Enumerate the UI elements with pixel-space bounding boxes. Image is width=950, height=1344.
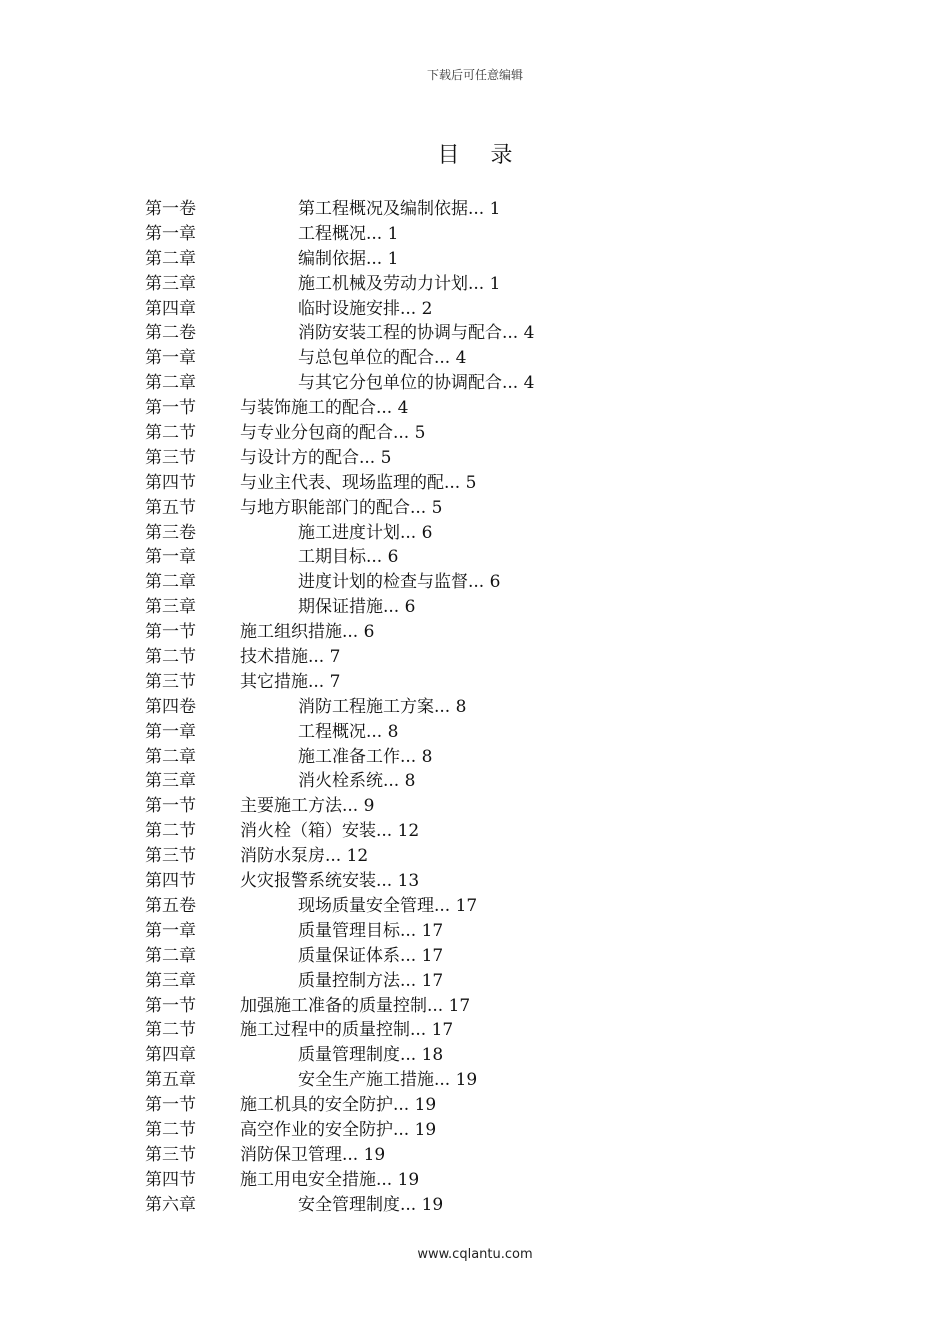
toc-entry-text[interactable]: 与专业分包商的配合... 5 xyxy=(240,423,426,444)
toc-entry-label: 第三节 xyxy=(145,671,196,692)
toc-entry-label: 第四节 xyxy=(145,871,196,892)
toc-entry-text[interactable]: 消火栓（箱）安装... 12 xyxy=(240,821,420,842)
toc-entry[interactable] xyxy=(145,421,845,446)
toc-entry-text[interactable]: 期保证措施... 6 xyxy=(298,597,416,618)
toc-entry-text[interactable]: 工程概况... 8 xyxy=(298,721,399,742)
toc-entry-label: 第四节 xyxy=(145,1169,196,1190)
toc-entry-label: 第一节 xyxy=(145,1095,196,1116)
toc-entry[interactable] xyxy=(145,346,845,371)
toc-entry-text[interactable]: 消防水泵房... 12 xyxy=(240,846,369,867)
toc-entry[interactable] xyxy=(145,247,845,272)
toc-entry-text[interactable]: 质量管理制度... 18 xyxy=(298,1045,444,1066)
toc-entry[interactable] xyxy=(145,471,845,496)
toc-entry-label: 第二章 xyxy=(145,572,196,593)
toc-entry[interactable] xyxy=(145,1043,845,1068)
toc-entry-text[interactable]: 质量管理目标... 17 xyxy=(298,920,444,941)
toc-entry-label: 第四卷 xyxy=(145,696,196,717)
toc-entry[interactable] xyxy=(145,695,845,720)
toc-entry-text[interactable]: 施工准备工作... 8 xyxy=(298,746,433,767)
toc-entry[interactable] xyxy=(145,1018,845,1043)
toc-entry-label: 第四章 xyxy=(145,298,196,319)
toc-entry-text[interactable]: 与设计方的配合... 5 xyxy=(240,447,392,468)
toc-entry-text[interactable]: 临时设施安排... 2 xyxy=(298,298,433,319)
toc-entry-label: 第二节 xyxy=(145,423,196,444)
toc-entry-label: 第五卷 xyxy=(145,895,196,916)
toc-entry-label: 第三节 xyxy=(145,1144,196,1165)
toc-entry[interactable] xyxy=(145,670,845,695)
toc-entry-label: 第一节 xyxy=(145,995,196,1016)
toc-entry[interactable] xyxy=(145,769,845,794)
toc-entry[interactable] xyxy=(145,446,845,471)
toc-entry-label: 第四节 xyxy=(145,472,196,493)
toc-entry-text[interactable]: 与其它分包单位的协调配合... 4 xyxy=(298,373,535,394)
toc-entry-label: 第一章 xyxy=(145,920,196,941)
toc-entry[interactable] xyxy=(145,396,845,421)
toc-entry-text[interactable]: 消防工程施工方案... 8 xyxy=(298,696,467,717)
toc-entry[interactable] xyxy=(145,620,845,645)
toc-entry-text[interactable]: 施工机械及劳动力计划... 1 xyxy=(298,273,501,294)
toc-entry-label: 第二节 xyxy=(145,1020,196,1041)
toc-entry-label: 第二章 xyxy=(145,373,196,394)
toc-entry-label: 第二节 xyxy=(145,647,196,668)
toc-entry[interactable] xyxy=(145,297,845,322)
toc-entry-text[interactable]: 与地方职能部门的配合... 5 xyxy=(240,497,443,518)
toc-entry-text[interactable]: 消防安装工程的协调与配合... 4 xyxy=(298,323,535,344)
toc-entry-text[interactable]: 消防保卫管理... 19 xyxy=(240,1144,386,1165)
toc-entry-text[interactable]: 第工程概况及编制依据... 1 xyxy=(298,199,501,219)
toc-entry[interactable] xyxy=(145,745,845,770)
toc-entry[interactable] xyxy=(145,1093,845,1118)
toc-entry-label: 第一章 xyxy=(145,223,196,244)
toc-entry[interactable] xyxy=(145,521,845,546)
toc-entry-label: 第一节 xyxy=(145,796,196,817)
toc-entry-text[interactable]: 质量保证体系... 17 xyxy=(298,945,444,966)
toc-entry-text[interactable]: 进度计划的检查与监督... 6 xyxy=(298,572,501,593)
footer-url[interactable]: www.cqlantu.com xyxy=(417,1247,533,1262)
toc-entry-label: 第一卷 xyxy=(145,199,196,219)
toc-entry-text[interactable]: 施工机具的安全防护... 19 xyxy=(240,1095,437,1116)
toc-entry[interactable] xyxy=(145,1118,845,1143)
toc-entry[interactable] xyxy=(145,371,845,396)
toc-title: 目 录 xyxy=(437,143,525,168)
toc-entry[interactable] xyxy=(145,944,845,969)
toc-entry[interactable] xyxy=(145,545,845,570)
toc-entry-label: 第一节 xyxy=(145,398,196,419)
toc-list xyxy=(145,197,845,1218)
toc-entry[interactable] xyxy=(145,919,845,944)
toc-entry-label: 第一节 xyxy=(145,622,196,643)
toc-entry[interactable] xyxy=(145,1193,845,1218)
toc-entry-text[interactable]: 施工过程中的质量控制... 17 xyxy=(240,1020,454,1041)
toc-entry[interactable] xyxy=(145,720,845,745)
toc-entry-label: 第四章 xyxy=(145,1045,196,1066)
toc-entry-label: 第一章 xyxy=(145,348,196,369)
toc-entry-text[interactable]: 与业主代表、现场监理的配... 5 xyxy=(240,472,477,493)
toc-entry-label: 第二卷 xyxy=(145,323,196,344)
header-note: 下载后可任意编辑 xyxy=(426,68,523,82)
toc-entry-text[interactable]: 与装饰施工的配合... 4 xyxy=(240,398,409,419)
toc-entry-label: 第三卷 xyxy=(145,522,196,543)
toc-entry[interactable] xyxy=(145,570,845,595)
toc-entry-text[interactable]: 现场质量安全管理... 17 xyxy=(298,895,478,916)
toc-entry[interactable] xyxy=(145,1068,845,1093)
toc-entry-text[interactable]: 安全管理制度... 19 xyxy=(298,1194,444,1215)
toc-entry[interactable] xyxy=(145,819,845,844)
toc-entry[interactable] xyxy=(145,1143,845,1168)
toc-entry[interactable] xyxy=(145,595,845,620)
toc-entry-text[interactable]: 加强施工准备的质量控制... 17 xyxy=(240,995,471,1016)
toc-entry-text[interactable]: 消火栓系统... 8 xyxy=(298,771,416,792)
toc-entry-text[interactable]: 技术措施... 7 xyxy=(240,647,341,668)
toc-entry-label: 第三章 xyxy=(145,273,196,294)
toc-entry[interactable] xyxy=(145,321,845,346)
toc-entry-label: 第三章 xyxy=(145,771,196,792)
toc-entry[interactable] xyxy=(145,894,845,919)
toc-entry-text[interactable]: 其它措施... 7 xyxy=(240,671,341,692)
toc-entry-label: 第三节 xyxy=(145,447,196,468)
toc-entry[interactable] xyxy=(145,272,845,297)
toc-entry-text[interactable]: 施工用电安全措施... 19 xyxy=(240,1169,420,1190)
toc-entry[interactable] xyxy=(145,496,845,521)
toc-entry-text[interactable]: 安全生产施工措施... 19 xyxy=(298,1070,478,1091)
toc-entry-text[interactable]: 主要施工方法... 9 xyxy=(240,796,375,817)
toc-entry[interactable] xyxy=(145,197,845,222)
toc-entry[interactable] xyxy=(145,794,845,819)
toc-entry-label: 第三章 xyxy=(145,970,196,991)
toc-entry[interactable] xyxy=(145,1168,845,1193)
toc-entry[interactable] xyxy=(145,869,845,894)
toc-entry-text[interactable]: 施工组织措施... 6 xyxy=(240,622,375,643)
toc-entry-label: 第五章 xyxy=(145,1070,196,1091)
toc-entry-text[interactable]: 编制依据... 1 xyxy=(298,248,399,269)
toc-entry-text[interactable]: 火灾报警系统安装... 13 xyxy=(240,871,420,892)
toc-entry-label: 第一章 xyxy=(145,721,196,742)
toc-entry-text[interactable]: 工程概况... 1 xyxy=(298,223,399,244)
toc-entry[interactable] xyxy=(145,645,845,670)
toc-entry-label: 第二章 xyxy=(145,746,196,767)
toc-entry-label: 第五节 xyxy=(145,497,196,518)
toc-entry-label: 第二章 xyxy=(145,945,196,966)
toc-entry-label: 第三章 xyxy=(145,597,196,618)
toc-entry-text[interactable]: 与总包单位的配合... 4 xyxy=(298,348,467,369)
toc-entry-label: 第二节 xyxy=(145,1119,196,1140)
toc-entry-label: 第六章 xyxy=(145,1194,196,1215)
toc-entry[interactable] xyxy=(145,969,845,994)
toc-entry-label: 第二章 xyxy=(145,248,196,269)
toc-entry-text[interactable]: 工期目标... 6 xyxy=(298,547,399,568)
toc-entry-label: 第三节 xyxy=(145,846,196,867)
toc-entry-text[interactable]: 高空作业的安全防护... 19 xyxy=(240,1119,437,1140)
toc-entry-text[interactable]: 质量控制方法... 17 xyxy=(298,970,444,991)
toc-entry-label: 第二节 xyxy=(145,821,196,842)
toc-entry-text[interactable]: 施工进度计划... 6 xyxy=(298,522,433,543)
toc-entry[interactable] xyxy=(145,844,845,869)
toc-entry-label: 第一章 xyxy=(145,547,196,568)
toc-entry[interactable] xyxy=(145,222,845,247)
toc-entry[interactable] xyxy=(145,994,845,1019)
